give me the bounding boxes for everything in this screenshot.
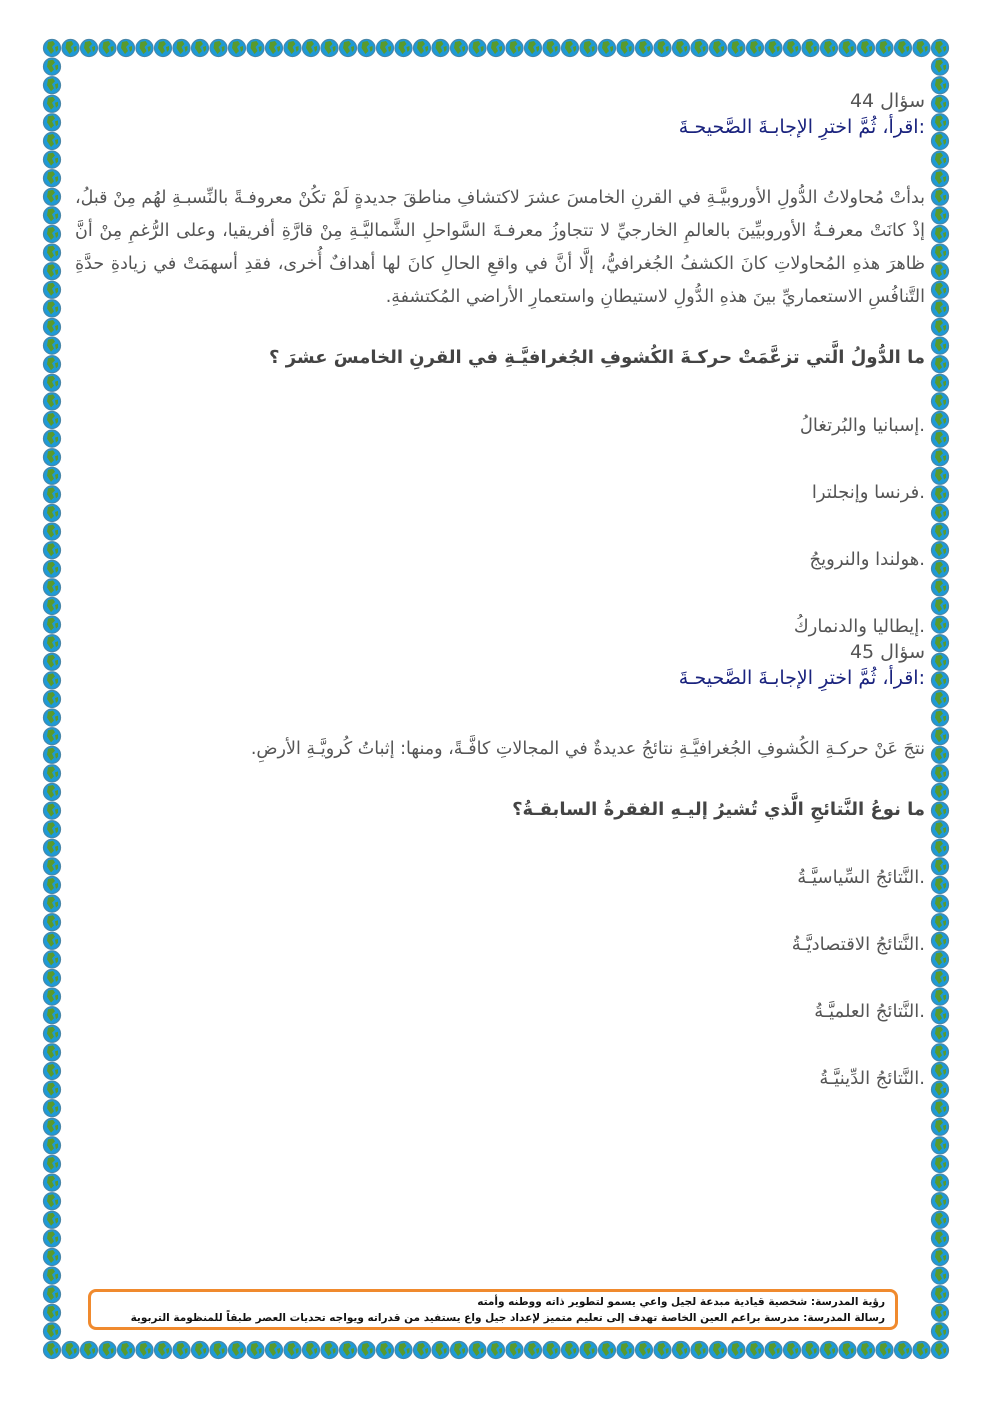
question-number: سؤال 44 [849,90,925,112]
globe-icon [395,1341,412,1358]
globe-icon [931,969,948,986]
globe-icon [931,39,948,56]
reading-passage: نتجَ عَنْ حركـةِ الكُشوفِ الجُغرافيَّـةِ نتائجُ عديدةٌ في المجالاتِ كافَّـةً، ومنها: إثباتُ كُرويَّـةِ الأرضِ. [250,739,925,759]
globe-icon [931,1248,948,1265]
globe-icon [43,132,60,149]
globe-icon [839,1341,856,1358]
globe-icon [43,1062,60,1079]
globe-icon [117,1341,134,1358]
globe-icon [43,151,60,168]
globe-icon [931,728,948,745]
globe-icon [709,1341,726,1358]
globe-icon [524,1341,541,1358]
globe-icon [931,188,948,205]
globe-icon [43,914,60,931]
globe-icon [487,39,504,56]
globe-icon [321,39,338,56]
globe-icon [931,1155,948,1172]
globe-icon [931,1100,948,1117]
globe-icon [62,39,79,56]
globe-icon [580,39,597,56]
globe-icon [931,523,948,540]
globe-icon [931,449,948,466]
globe-icon [43,1025,60,1042]
globe-icon [931,765,948,782]
globe-icon [43,58,60,75]
globe-icon [265,39,282,56]
globe-icon [931,709,948,726]
globe-icon [154,39,171,56]
globe-icon [43,579,60,596]
globe-icon [931,1341,948,1358]
globe-icon [339,1341,356,1358]
globe-icon [931,542,948,559]
globe-icon [43,300,60,317]
globe-icon [931,895,948,912]
globe-icon [931,132,948,149]
globe-icon [931,393,948,410]
globe-icon [43,523,60,540]
globe-icon [43,467,60,484]
reading-passage: بدأتْ مُحاولاتُ الدُّولِ الأوروبيَّـةِ في القرنِ الخامسَ عشرَ لاكتشافِ مناطقَ جديدةٍ لَمْ تكُنْ معروفـةً بالنِّسبـةِ لهُم مِنْ قبلُ، إذْ كانَتْ معرفـةُ الأوروبيِّينَ بالعالمِ الخارجيِّ لا تتجاوزُ معرفـةَ السَّواحلِ الشَّماليَّـةِ مِنْ قارَّةِ أفريقيا، وعلى الرُّغمِ مِنْ أنَّ ظاهرَ هذهِ المُحاولاتِ كانَ الكشفُ الجُغرافيُّ، إلَّا أنَّ في واقعِ الحالِ كانَ لها أهدافٌ أُخرى، فقدِ أسهمَتْ في زيادةِ حدَّةِ التَّنافُسِ الاستعماريِّ بينَ هذهِ الدُّولِ لاستيطانِ واستعمارِ الأراضي المُكتشفةِ. [75,188,925,307]
globe-icon [931,616,948,633]
globe-icon [931,170,948,187]
globe-icon [136,1341,153,1358]
globe-icon [43,77,60,94]
globe-icon [43,542,60,559]
globe-icon [43,374,60,391]
globe-icon [931,635,948,652]
globe-icon [43,1174,60,1191]
globe-icon [62,1341,79,1358]
globe-icon [43,1007,60,1024]
globe-icon [931,1267,948,1284]
globe-icon [672,39,689,56]
globe-icon [931,932,948,949]
globe-icon [931,225,948,242]
globe-icon [173,39,190,56]
question-number: سؤال 45 [849,641,925,663]
globe-icon [931,151,948,168]
question-text: ما الدُّولُ الَّتي تزعَّمَتْ حركـةَ الكُشوفِ الجُغرافيَّـةِ في القرنِ الخامسَ عشرَ ؟ [268,347,925,368]
globe-icon [43,969,60,986]
globe-icon [931,951,948,968]
globe-icon [931,430,948,447]
globe-icon [43,653,60,670]
globe-icon [43,281,60,298]
globe-icon [43,951,60,968]
globe-icon [931,114,948,131]
globe-icon [469,1341,486,1358]
globe-icon [561,39,578,56]
globe-icon [931,318,948,335]
globe-icon [358,39,375,56]
globe-icon [43,1137,60,1154]
globe-icon [931,858,948,875]
globe-icon [80,1341,97,1358]
globe-icon [43,1044,60,1061]
globe-icon [672,1341,689,1358]
globe-icon [931,988,948,1005]
globe-icon [617,39,634,56]
globe-icon [931,58,948,75]
globe-icon [43,486,60,503]
globe-icon [931,1137,948,1154]
globe-icon [43,393,60,410]
globe-icon [43,783,60,800]
globe-icon [931,783,948,800]
globe-icon [432,39,449,56]
globe-icon [802,39,819,56]
instruction: :اقرأ، ثُمَّ اخترِ الإجابـةَ الصَّحيحـةَ [678,116,925,138]
globe-icon [543,1341,560,1358]
instruction: :اقرأ، ثُمَّ اخترِ الإجابـةَ الصَّحيحـةَ [678,667,925,689]
globe-icon [191,1341,208,1358]
globe-icon [117,39,134,56]
globe-icon [931,690,948,707]
globe-icon [654,39,671,56]
globe-icon [931,1081,948,1098]
globe-icon [43,672,60,689]
globe-icon [43,597,60,614]
globe-icon [691,1341,708,1358]
globe-icon [80,39,97,56]
globe-icon [839,39,856,56]
globe-icon [43,1100,60,1117]
globe-icon [413,1341,430,1358]
globe-icon [43,1267,60,1284]
globe-icon [543,39,560,56]
globe-icon [931,1174,948,1191]
globe-icon [931,281,948,298]
globe-icon [302,1341,319,1358]
globe-icon [43,839,60,856]
globe-icon [506,1341,523,1358]
globe-icon [691,39,708,56]
globe-icon [247,39,264,56]
globe-icon [931,374,948,391]
globe-icon [931,467,948,484]
globe-icon [43,356,60,373]
answer-option[interactable]: .إيطاليا والدنماركُ [793,616,925,637]
question-44 [75,88,925,639]
globe-icon [247,1341,264,1358]
globe-icon [43,690,60,707]
globe-icon [43,895,60,912]
globe-icon [43,802,60,819]
globe-icon [43,244,60,261]
globe-icon [43,1118,60,1135]
globe-icon [820,39,837,56]
globe-icon [43,114,60,131]
globe-icon [931,1044,948,1061]
globe-icon [284,1341,301,1358]
globe-icon [43,635,60,652]
globe-icon [580,1341,597,1358]
globe-icon [43,616,60,633]
globe-icon [765,1341,782,1358]
globe-icon [931,1323,948,1340]
school-vision: رؤية المدرسة: شخصية قيادية مبدعة لجيل واعي يسمو لتطوير ذاته ووطنه وأمته [477,1296,885,1308]
globe-icon [450,39,467,56]
globe-icon [728,39,745,56]
globe-icon [635,39,652,56]
globe-icon [191,39,208,56]
globe-icon [931,1193,948,1210]
answer-option[interactable]: .هولندا والنرويجُ [809,549,925,570]
globe-icon [931,597,948,614]
globe-icon [43,430,60,447]
globe-icon [43,39,60,56]
globe-icon [43,337,60,354]
globe-icon [913,39,930,56]
globe-icon [43,95,60,112]
globe-icon [931,1007,948,1024]
globe-icon [43,411,60,428]
globe-icon [931,1286,948,1303]
globe-icon [210,39,227,56]
globe-icon [99,39,116,56]
globe-icon [931,653,948,670]
globe-icon [136,39,153,56]
globe-icon [376,1341,393,1358]
globe-icon [931,839,948,856]
question-text: ما نوعُ النَّتائجِ الَّذي تُشيرُ إليـهِ الفقرةُ السابقـةُ؟ [512,799,925,820]
globe-icon [469,39,486,56]
globe-icon [43,932,60,949]
globe-icon [43,988,60,1005]
globe-icon [857,39,874,56]
globe-icon [931,672,948,689]
globe-icon [228,39,245,56]
answer-option[interactable]: .فرنسا وإنجلترا [811,482,925,503]
globe-icon [728,1341,745,1358]
answer-option[interactable]: .النَّتائجُ الدِّينيَّـةُ [819,1068,925,1089]
globe-icon [894,1341,911,1358]
school-footer [88,1289,898,1330]
globe-icon [931,207,948,224]
globe-icon [395,39,412,56]
globe-icon [617,1341,634,1358]
globe-icon [931,77,948,94]
globe-icon [598,39,615,56]
globe-icon [765,39,782,56]
globe-icon [931,1304,948,1321]
globe-icon [43,207,60,224]
globe-icon [931,876,948,893]
globe-icon [43,746,60,763]
globe-icon [931,1118,948,1135]
globe-icon [913,1341,930,1358]
globe-icon [931,1062,948,1079]
globe-icon [746,1341,763,1358]
globe-icon [746,39,763,56]
globe-icon [931,411,948,428]
globe-icon [43,188,60,205]
globe-icon [43,876,60,893]
globe-icon [321,1341,338,1358]
answer-option[interactable]: .النَّتائجُ الاقتصاديَّـةُ [791,934,925,955]
globe-icon [210,1341,227,1358]
globe-icon [802,1341,819,1358]
globe-icon [43,263,60,280]
globe-icon [43,560,60,577]
globe-icon [931,579,948,596]
globe-icon [654,1341,671,1358]
globe-icon [931,746,948,763]
globe-icon [931,914,948,931]
globe-icon [43,170,60,187]
globe-icon [43,1286,60,1303]
globe-icon [450,1341,467,1358]
globe-icon [413,39,430,56]
globe-icon [432,1341,449,1358]
globe-icon [820,1341,837,1358]
globe-icon [43,728,60,745]
globe-icon [376,39,393,56]
globe-icon [783,39,800,56]
globe-icon [99,1341,116,1358]
globe-icon [931,263,948,280]
answer-option[interactable]: .إسبانيا والبُرتغالُ [799,415,925,436]
globe-icon [931,356,948,373]
globe-icon [43,1211,60,1228]
globe-icon [931,1025,948,1042]
globe-icon [284,39,301,56]
globe-icon [228,1341,245,1358]
globe-icon [931,1211,948,1228]
globe-icon [931,1230,948,1247]
globe-icon [154,1341,171,1358]
globe-icon [783,1341,800,1358]
globe-icon [931,504,948,521]
globe-icon [931,337,948,354]
globe-icon [598,1341,615,1358]
globe-icon [43,1304,60,1321]
globe-icon [931,486,948,503]
globe-icon [931,821,948,838]
globe-icon [302,39,319,56]
globe-icon [358,1341,375,1358]
globe-icon [561,1341,578,1358]
globe-icon [265,1341,282,1358]
globe-icon [487,1341,504,1358]
worksheet-page [75,88,925,1288]
globe-icon [43,504,60,521]
globe-icon [43,709,60,726]
answer-option[interactable]: .النَّتائجُ العلميَّـةُ [814,1001,925,1022]
globe-icon [857,1341,874,1358]
answer-option[interactable]: .النَّتائجُ السِّياسيَّـةُ [797,867,925,888]
question-45 [75,639,925,1091]
globe-icon [43,1193,60,1210]
globe-icon [931,95,948,112]
globe-icon [635,1341,652,1358]
globe-icon [43,1230,60,1247]
globe-icon [173,1341,190,1358]
globe-icon [894,39,911,56]
globe-icon [931,802,948,819]
globe-icon [931,560,948,577]
globe-icon [43,449,60,466]
globe-icon [43,1248,60,1265]
globe-icon [43,765,60,782]
globe-icon [43,318,60,335]
school-mission: رسالة المدرسة: مدرسة براعم العين الخاصة تهدف إلى تعليم متميز لإعداد جيل واع يستفيد من قدراته ويواجه تحديات العصر طبقاً للمنظومة التربوية [130,1312,885,1324]
globe-icon [931,244,948,261]
globe-icon [339,39,356,56]
globe-icon [506,39,523,56]
globe-icon [43,821,60,838]
globe-icon [876,39,893,56]
globe-icon [43,1323,60,1340]
globe-icon [43,1155,60,1172]
globe-icon [43,225,60,242]
globe-icon [524,39,541,56]
globe-icon [43,858,60,875]
globe-icon [43,1341,60,1358]
globe-icon [709,39,726,56]
globe-icon [43,1081,60,1098]
globe-icon [876,1341,893,1358]
globe-icon [931,300,948,317]
